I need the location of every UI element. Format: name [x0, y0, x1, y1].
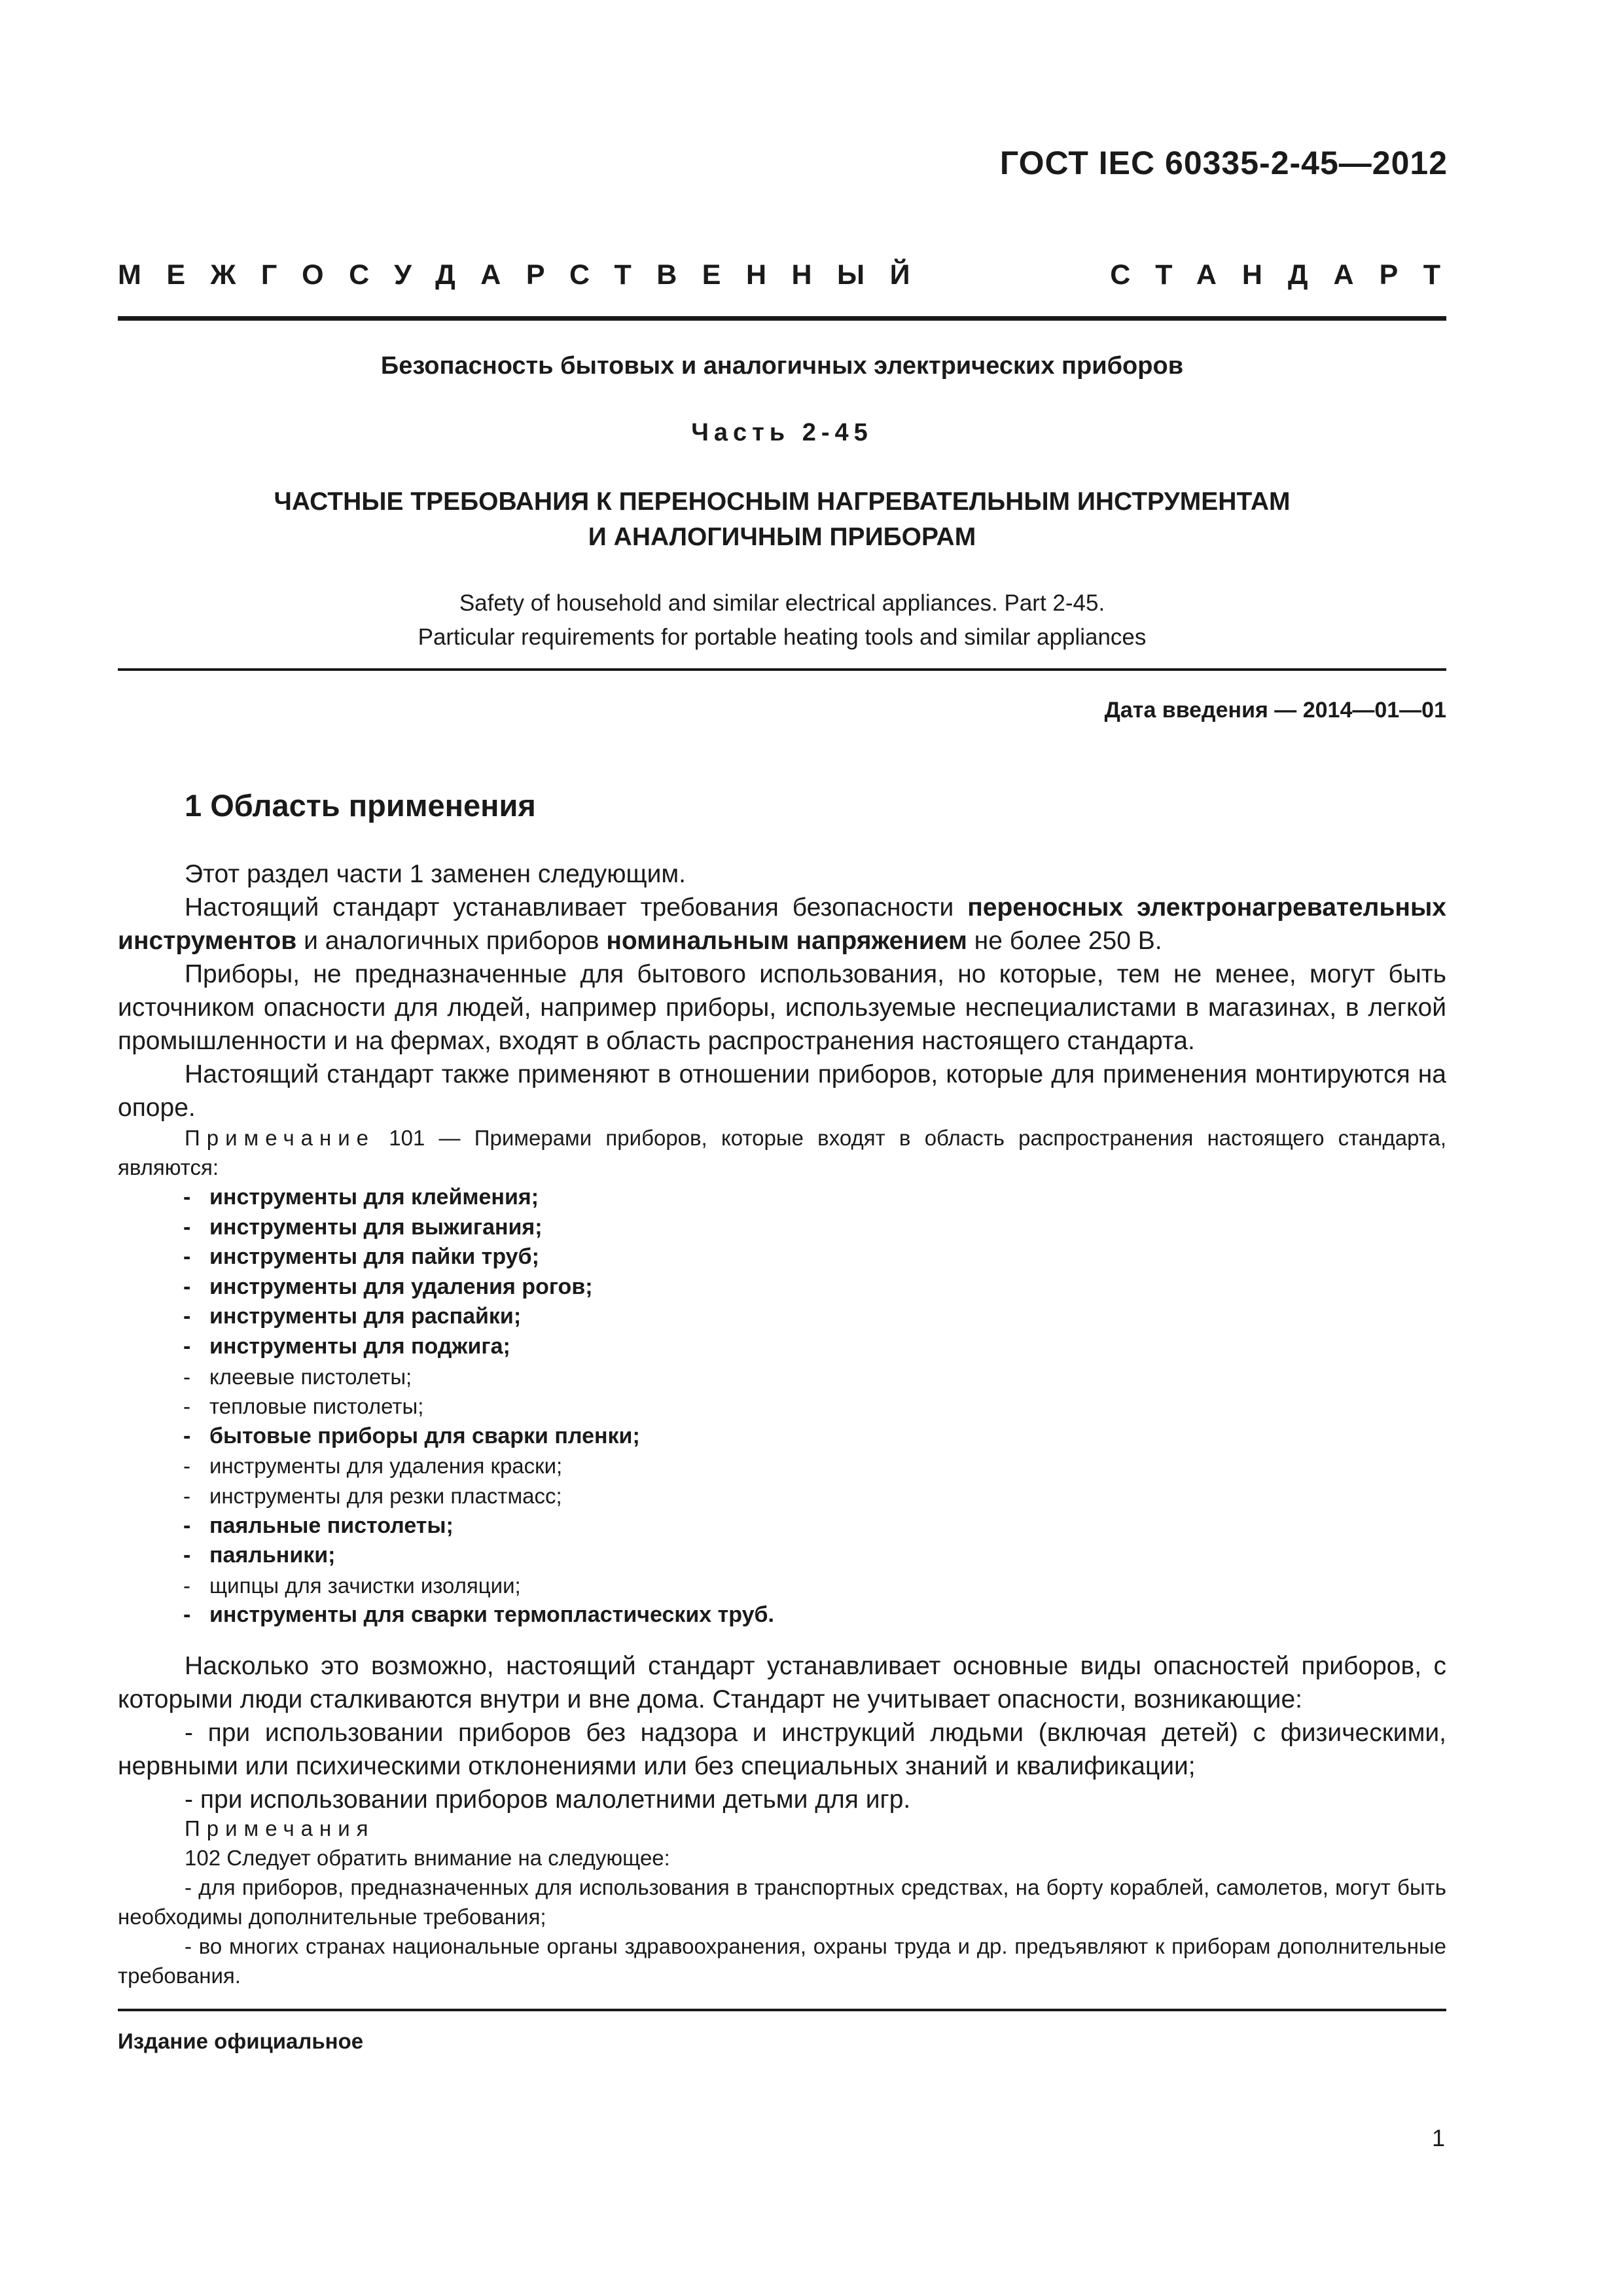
list-item-text: инструменты для удаления краски; — [209, 1454, 563, 1479]
list-item — [183, 1272, 774, 1302]
list-item-text: инструменты для удаления рогов; — [209, 1274, 593, 1299]
list-item-text: паяльные пистолеты; — [209, 1513, 454, 1538]
list-item — [183, 1422, 774, 1452]
note-102-b: - во многих странах национальные органы здравоохранения, охраны труда и др. предъявляют к приборам дополнительные требования. — [118, 1934, 1446, 1988]
list-item-text: инструменты для резки пластмасс; — [209, 1483, 562, 1508]
notes-102 — [118, 1814, 1446, 1990]
subtitle-line-2: И АНАЛОГИЧНЫМ ПРИБОРАМ — [588, 523, 976, 551]
list-item — [183, 1302, 774, 1332]
list-dash: - — [183, 1364, 190, 1389]
standard-type-word2: СТАНДАРТ — [1110, 259, 1466, 291]
document-title: Безопасность бытовых и аналогичных электрических приборов — [380, 352, 1184, 380]
list-item-text: инструменты для выжигания; — [209, 1214, 543, 1240]
list-item — [183, 1451, 774, 1481]
footer-divider — [118, 2009, 1446, 2011]
list-item-text: тепловые пистолеты; — [209, 1394, 424, 1419]
list-item — [183, 1541, 774, 1571]
list-dash: - — [183, 1333, 191, 1359]
list-item-text: инструменты для поджига; — [209, 1333, 510, 1359]
note-text: 101 — Примерами приборов, которые входят в область распространения настоящего стандарта, являются: — [118, 1126, 1446, 1179]
paragraph-5: Насколько это возможно, настоящий стандарт устанавливает основные виды опасностей приборов, с которыми люди сталкиваются внутри и вне дома. Стандарт не учитывает опасности, возникающие: — [118, 1652, 1446, 1713]
page-number: 1 — [1431, 2125, 1445, 2151]
note-102-intro: 102 Следует обратить внимание на следующее: — [185, 1846, 670, 1870]
list-item-text: инструменты для пайки труб; — [209, 1244, 539, 1270]
appliance-list — [183, 1183, 774, 1630]
list-dash: - — [183, 1602, 191, 1628]
list-item — [183, 1242, 774, 1272]
paragraph-3: Приборы, не предназначенные для бытового использования, но которые, тем не менее, могут быть источником опасности для людей, например приборы, используемые неспециалистами в магазинах, в легкой промышленности и на фермах, входят в область распространения настоящего стандарта. — [118, 960, 1446, 1055]
list-item-text: инструменты для клеймения; — [209, 1185, 539, 1210]
document-number: ГОСТ IEC 60335-2-45—2012 — [999, 145, 1448, 181]
list-item — [183, 1183, 774, 1213]
list-item — [183, 1362, 774, 1392]
top-divider — [118, 316, 1446, 321]
list-dash: - — [183, 1483, 190, 1508]
list-dash: - — [183, 1394, 190, 1419]
list-item-text: паяльники; — [209, 1543, 336, 1568]
part-number: Часть 2-45 — [691, 419, 873, 446]
note-label: Примечание — [185, 1126, 376, 1150]
list-dash: - — [183, 1304, 191, 1329]
list-item — [183, 1511, 774, 1541]
paragraph-4: Настоящий стандарт также применяют в отношении приборов, которые для применения монтируются на опоре. — [118, 1060, 1446, 1122]
paragraph-2: Настоящий стандарт устанавливает требования безопасности переносных электронагревательных инструментов и аналогичных приборов номинальным напряжением не более 250 В. — [118, 893, 1446, 955]
title-divider — [118, 668, 1446, 671]
list-item — [183, 1332, 774, 1362]
list-item — [183, 1600, 774, 1630]
paragraph-7: - при использовании приборов малолетними детьми для игр. — [185, 1785, 911, 1814]
list-item — [183, 1481, 774, 1511]
note-101 — [118, 1123, 1446, 1182]
list-item — [183, 1213, 774, 1243]
english-title — [118, 586, 1446, 655]
list-dash: - — [183, 1274, 191, 1299]
list-item-text: инструменты для распайки; — [209, 1304, 522, 1329]
paragraph-1: Этот раздел части 1 заменен следующим. — [185, 860, 687, 888]
paragraph-6: - при использовании приборов без надзора и инструкций людьми (включая детей) с физическими, нервными или психическими отклонениями или без специальных знаний и квалификации; — [118, 1719, 1446, 1780]
introduction-date: Дата введения — 2014—01—01 — [1104, 698, 1446, 723]
subtitle-line-1: ЧАСТНЫЕ ТРЕБОВАНИЯ К ПЕРЕНОСНЫМ НАГРЕВАТЕЛЬНЫМ ИНСТРУМЕНТАМ — [274, 488, 1291, 516]
list-item-text: инструменты для сварки термопластических труб. — [209, 1602, 774, 1628]
scope-paragraphs — [118, 857, 1446, 1124]
list-item — [183, 1571, 774, 1601]
list-item-text: бытовые приборы для сварки пленки; — [209, 1423, 640, 1448]
standard-type-word1: МЕЖГОСУДАРСТВЕННЫЙ — [118, 259, 936, 291]
english-title-line-2: Particular requirements for portable heating tools and similar appliances — [418, 624, 1147, 650]
note-102-a: - для приборов, предназначенных для использования в транспортных средствах, на борту кораблей, самолетов, могут быть необходимы дополнительные требования; — [118, 1875, 1446, 1929]
list-item-text: щипцы для зачистки изоляции; — [209, 1573, 521, 1598]
list-dash: - — [183, 1543, 191, 1568]
english-title-line-1: Safety of household and similar electrical appliances. Part 2-45. — [459, 590, 1105, 616]
notes-label: Примечания — [185, 1816, 375, 1840]
document-subtitle — [118, 484, 1446, 555]
list-dash: - — [183, 1244, 191, 1270]
section-title: 1 Область применения — [185, 788, 536, 823]
list-dash: - — [183, 1214, 191, 1240]
list-dash: - — [183, 1573, 190, 1598]
list-dash: - — [183, 1185, 191, 1210]
list-item-text: клеевые пистолеты; — [209, 1364, 412, 1389]
edition-label: Издание официальное — [118, 2029, 364, 2053]
list-dash: - — [183, 1423, 191, 1448]
hazard-paragraphs — [118, 1649, 1446, 1816]
list-dash: - — [183, 1513, 191, 1538]
list-dash: - — [183, 1454, 190, 1479]
list-item — [183, 1391, 774, 1422]
